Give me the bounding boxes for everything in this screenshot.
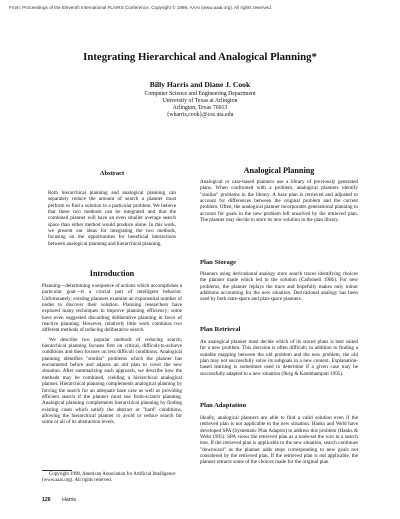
abstract-text: Both hierarchical planning and analogical planning can separately reduce the amount of search a planner must perform to find a solution to a particular problem. We believe that these two methods can be integrated and that the combined planner will have an even smaller average search space than either method would produce alone. In this work, we present our ideas for integrating the two methods, focusing on the opportunities for beneficial interactions between analogical planning and hierarchical planning. (48, 190, 176, 247)
plan-retrieval-text: An analogical planner must decide which of its stored plans is best suited for a new problem. This decision is often difficult; in addition to finding a suitable mapping between the old problem and the new problem, the old plan may not successfully solve its subgoals in a new context. Explanation-based learning is sometimes used to determine if a given case may be successfully adapted to a new situation (Ihrig & Kambhampati 1995). (200, 339, 358, 377)
introduction-heading: Introduction (89, 269, 135, 278)
analogical-planning-text: Analogical or case-based planners use a library of previously generated plans. When confronted with a problem, analogical planners identify "similar" problems in the library. A base plan is retrieved and adjusted to account for differences between the original problem and the current problem. Often, the analogical planner incorporates generational planning to account for goals in the new problem left unsolved by the retrieved plan. The planner may decide to store its new solution in the plan library. (200, 179, 358, 224)
copyright-footnote: Copyright 1998, American Association for Artificial Intelligence (www.aaai.org). All rights reserved. (42, 472, 176, 484)
affiliation (0, 91, 400, 119)
abstract-heading: Abstract (99, 170, 125, 177)
affiliation-department: Computer Science and Engineering Department (144, 91, 256, 97)
paper-title: Integrating Hierarchical and Analogical Planning* (83, 51, 317, 63)
affiliation-city: Arlington, Texas 76013 (172, 105, 228, 112)
page-footer (42, 497, 76, 503)
page-number: 126 (42, 497, 51, 503)
footnote-divider (42, 470, 72, 471)
analogical-planning-heading: Analogical Planning (243, 166, 315, 175)
affiliation-email: {wharris,cook}@cse.uta.edu (166, 112, 234, 119)
proceedings-note: From: Proceedings of the Eleventh International FLAIRS Conference. Copyright © 1998, AAAI (www.aaai.org). All rights reserved. (9, 5, 273, 10)
plan-storage-text: Planners using derivational analogy store search traces identifying choices the planner made which led to the solution (Carbonell 1986). For new problems, the planner replays the trace and hopefully makes only minor additions accounting for the new situation. Derivational analogy has been used by both state-space and plan-space planners. (200, 271, 358, 303)
running-author: Harris (62, 497, 76, 503)
introduction-paragraph-1: Planning—determining a sequence of actions which accomplishes a particular goal—is a crucial part of intelligent behavior. Unfortunately, existing planners examine an exponential number of nodes to discover their solution. Planning researchers have explored many techniques to improve planning efficiency; some have even suggested discarding deliberative planning in favor of reactive planning. However, relatively little work combines two different methods of reducing deliberative search. (42, 283, 182, 334)
plan-storage-heading: Plan Storage (200, 259, 237, 266)
plan-retrieval-heading: Plan Retrieval (200, 326, 241, 333)
introduction-paragraph-2: We describe two popular methods of reducing search; hierarchical planning focuses first on critical, difficult-to-achieve conditions and then focuses on less difficult conditions. Analogical planning identifies "similar" problems which the planner has encountered before and adjusts an old plan to cover the new situation. After summarizing each approach, we describe how the methods may be combined, yielding a hierarchical analogical planner. Hierarchical planning complements analogical planning by forcing the search for an adequate base case as well as providing efficient search if the planner must use from-scratch planning. Analogical planning complements hierarchical planning by finding existing cases which satisfy the abstract or "hard" conditions, allowing the hierarchical planner to avoid or reduce search for some or all of its abstraction levels. (42, 336, 182, 426)
introduction-body (42, 283, 182, 426)
authors: Billy Harris and Diane J. Cook (149, 80, 251, 89)
plan-adaptation-heading: Plan Adaptation (200, 402, 246, 409)
plan-adaptation-text: Ideally, analogical planners are able to find a valid solution even if the retrieved plan is not applicable to the new situation. Hanks and Weld have developed SPA (Systematic Plan Adaptor) to address this problem (Hanks & Weld 1995). SPA views the retrieved plan as a node-set the root in a search tree. If the retrieved plan is applicable to the new situation, search continues "downward" as the planner adds steps corresponding to new goals not considered by the retrieved plan. If the retrieved plan is not applicable, the planner retracts some of the choices made for the original plan (200, 415, 358, 466)
affiliation-university: University of Texas at Arlington (162, 98, 238, 105)
